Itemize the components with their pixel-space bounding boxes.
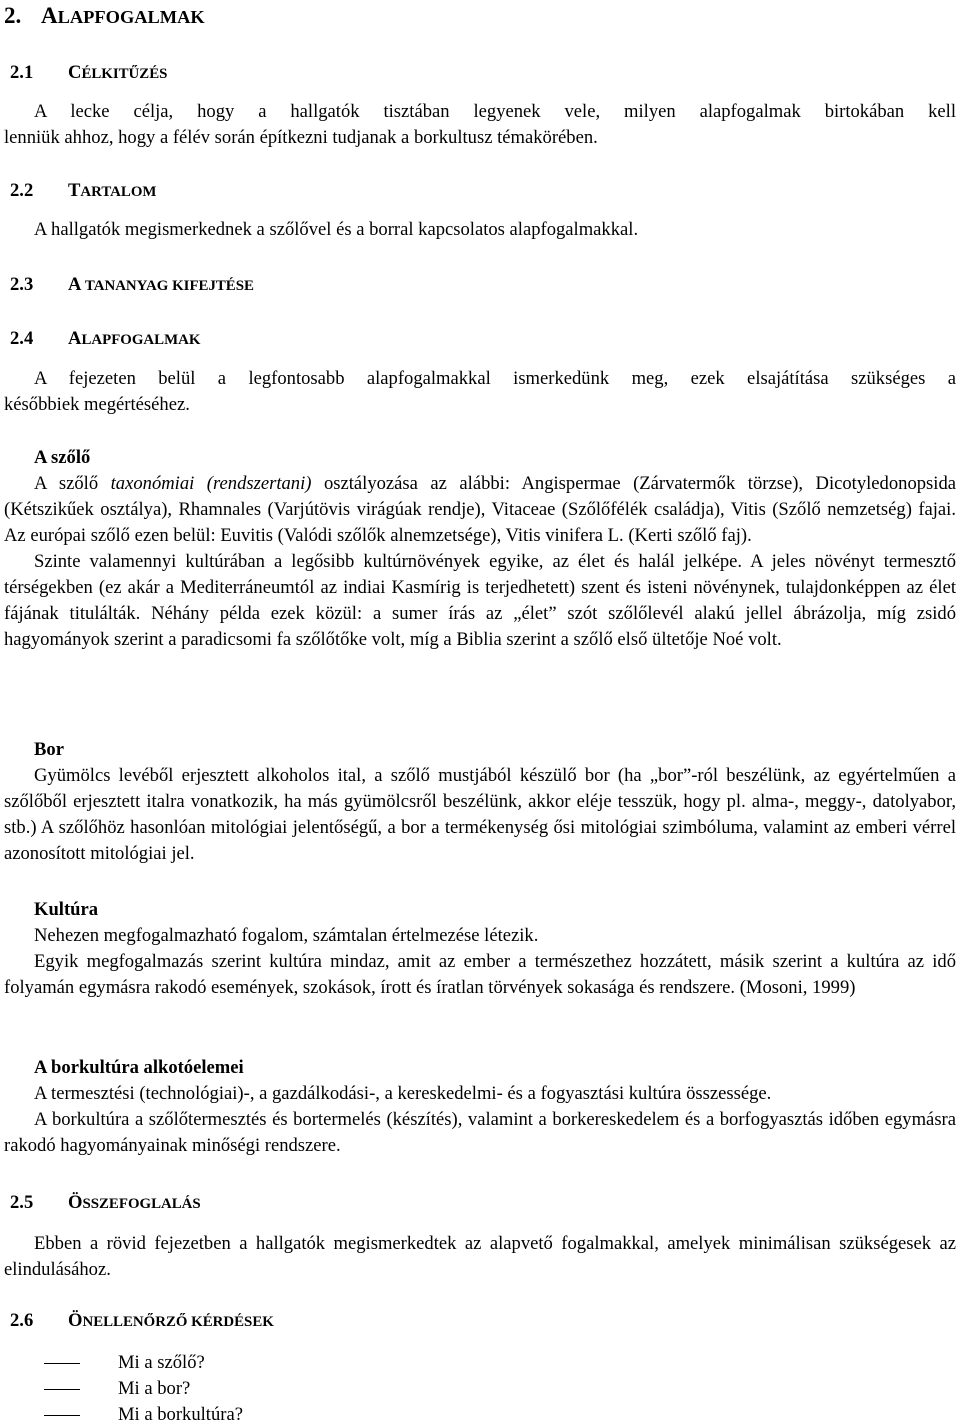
section-heading-2-4 (10, 326, 956, 353)
dash-bullet (44, 1363, 80, 1364)
chapter-title (4, 2, 956, 31)
paragraph-line: A lecke célja, hogy a hallgatók tisztában legyenek vele, milyen alapfogalmak birtokában kell (34, 101, 956, 122)
paragraph: Ebben a rövid fejezetben a hallgatók megismerkedtek az alapvető fogalmakkal, amelyek minimálisan szükségesek az elindulásához. (4, 1233, 956, 1280)
section-number: 2.1 (10, 62, 34, 83)
subsection-title: A szőlő (34, 447, 91, 468)
section-number: 2.4 (10, 328, 34, 349)
chapter-title-first: A (41, 3, 58, 28)
paragraph-text: osztályozása az alábbi: Angispermae (Zárvatermők törzse), Dicotyledonopsida (Kétszikűek osztálya), Rhamnales (Varjútövis virágúak rendje), Vitaceae (Szőlőfélék családja), Vitis (Szőlő nemzetség) fajai. Az európai szőlő ezen belül: Euvitis (Valódi szőlők alnemzetsége), Vitis vinifera L. (Kerti szőlő faj). (4, 473, 956, 546)
subsection-title: Kultúra (34, 899, 99, 920)
section-heading-2-5 (10, 1190, 956, 1217)
bor-section (4, 737, 956, 867)
paragraph-line: A fejezeten belül a legfontosabb alapfogalmakkal ismerkedünk meg, ezek elsajátítása szükséges a (34, 368, 956, 389)
section-heading-2-6 (10, 1308, 956, 1335)
section-body-2-4 (4, 366, 956, 418)
dash-bullet (44, 1415, 80, 1416)
list-item (4, 1402, 956, 1428)
paragraph: Gyümölcs levéből erjesztett alkoholos ital, a szőlő mustjából készülő bor (ha „bor”-ról beszélünk, az egyértelműen a szőlőből erjesztett italra vonatkozik, ha más gyümölcsről beszélünk, akkor eléje tesszük, hogy pl. alma-, meggy-, datolyabor, stb.) A szőlőhöz hasonlóan mitológiai jelentőségű, a bor a termékenység ősi mitológiai szimbóluma, valamint az emberi vérrel azonosított mitológiai jel. (4, 765, 956, 864)
subsection-title: A borkultúra alkotóelemei (34, 1057, 244, 1078)
section-number: 2.6 (10, 1310, 34, 1331)
section-number: 2.2 (10, 180, 34, 201)
kultura-section (4, 897, 956, 1001)
section-title-first: A (68, 274, 82, 295)
section-body-2-2 (4, 217, 956, 243)
list-item (4, 1376, 956, 1402)
section-heading-2-1 (10, 60, 956, 87)
szolo-section (4, 445, 956, 653)
paragraph: A termesztési (technológiai)-, a gazdálkodási-, a kereskedelmi- és a fogyasztási kultúra összessége. (34, 1083, 772, 1104)
question-list (4, 1350, 956, 1428)
question-text: Mi a borkultúra? (118, 1404, 243, 1425)
paragraph-text: A szőlő (34, 473, 111, 494)
paragraph: Egyik megfogalmazás szerint kultúra mindaz, amit az ember a természethez hozzátett, másik szerint a kultúra az idő folyamán egymásra rakodó események, szokások, írott és íratlan törvények sokasága és rendszere. (Mosoni, 1999) (4, 951, 956, 998)
section-title-rest: NELLENŐRZŐ KÉRDÉSEK (82, 1314, 274, 1330)
section-title-first: C (68, 62, 82, 83)
section-heading-2-3 (10, 272, 956, 299)
section-title-first: Ö (68, 1310, 83, 1331)
question-text: Mi a bor? (118, 1378, 191, 1399)
section-body-2-1 (4, 99, 956, 151)
chapter-number: 2. (4, 3, 22, 28)
section-title-first: A (68, 328, 82, 349)
section-number: 2.3 (10, 274, 34, 295)
subsection-title: Bor (34, 739, 64, 760)
section-body-2-5 (4, 1231, 956, 1283)
section-title-first: Ö (68, 1192, 83, 1213)
paragraph: A borkultúra a szőlőtermesztés és bortermelés (készítés), valamint a borkereskedelem és a borfogyasztás időben egymásra rakodó hagyományainak minőségi rendszere. (4, 1109, 956, 1156)
list-item (4, 1350, 956, 1376)
paragraph: Nehezen megfogalmazható fogalom, számtalan értelmezése létezik. (34, 925, 539, 946)
section-heading-2-2 (10, 178, 956, 205)
paragraph-line: későbbiek megértéséhez. (4, 394, 190, 415)
section-number: 2.5 (10, 1192, 34, 1213)
section-title-rest: SSZEFOGLALÁS (82, 1196, 201, 1212)
section-title-rest: LAPFOGALMAK (81, 332, 201, 348)
paragraph-italic: taxonómiai (rendszertani) (110, 473, 312, 494)
paragraph: Szinte valamennyi kultúrában a legősibb kultúrnövények egyike, az élet és halál jelképe. A jeles növényt termesztő térségekben (ez akár a Mediterráneumtól az indiai Kasmírig is terjedhetett) szent és isteni növénynek, tulajdonképpen az élet fájának titulálták. Néhány példa ezek közül: a sumer írás az „élet” szót szőlőlevél alakú jellel ábrázolja, míg zsidó hagyományok szerint a paradicsomi fa szőlőtőke volt, míg a Biblia szerint a szőlő első ültetője Noé volt. (4, 551, 956, 650)
paragraph: A hallgatók megismerkednek a szőlővel és a borral kapcsolatos alapfogalmakkal. (34, 219, 639, 240)
paragraph (4, 471, 956, 549)
borkultura-section (4, 1055, 956, 1159)
section-title-rest: TANANYAG KIFEJTÉSE (81, 278, 254, 294)
section-title-rest: ÉLKITŰZÉS (81, 66, 168, 82)
paragraph-line: lenniük ahhoz, hogy a félév során építkezni tudjanak a borkultusz témakörében. (4, 127, 598, 148)
chapter-title-rest: LAPFOGALMAK (57, 7, 205, 27)
section-title-first: T (68, 180, 81, 201)
question-text: Mi a szőlő? (118, 1352, 205, 1373)
section-title-rest: ARTALOM (80, 184, 157, 200)
dash-bullet (44, 1389, 80, 1390)
